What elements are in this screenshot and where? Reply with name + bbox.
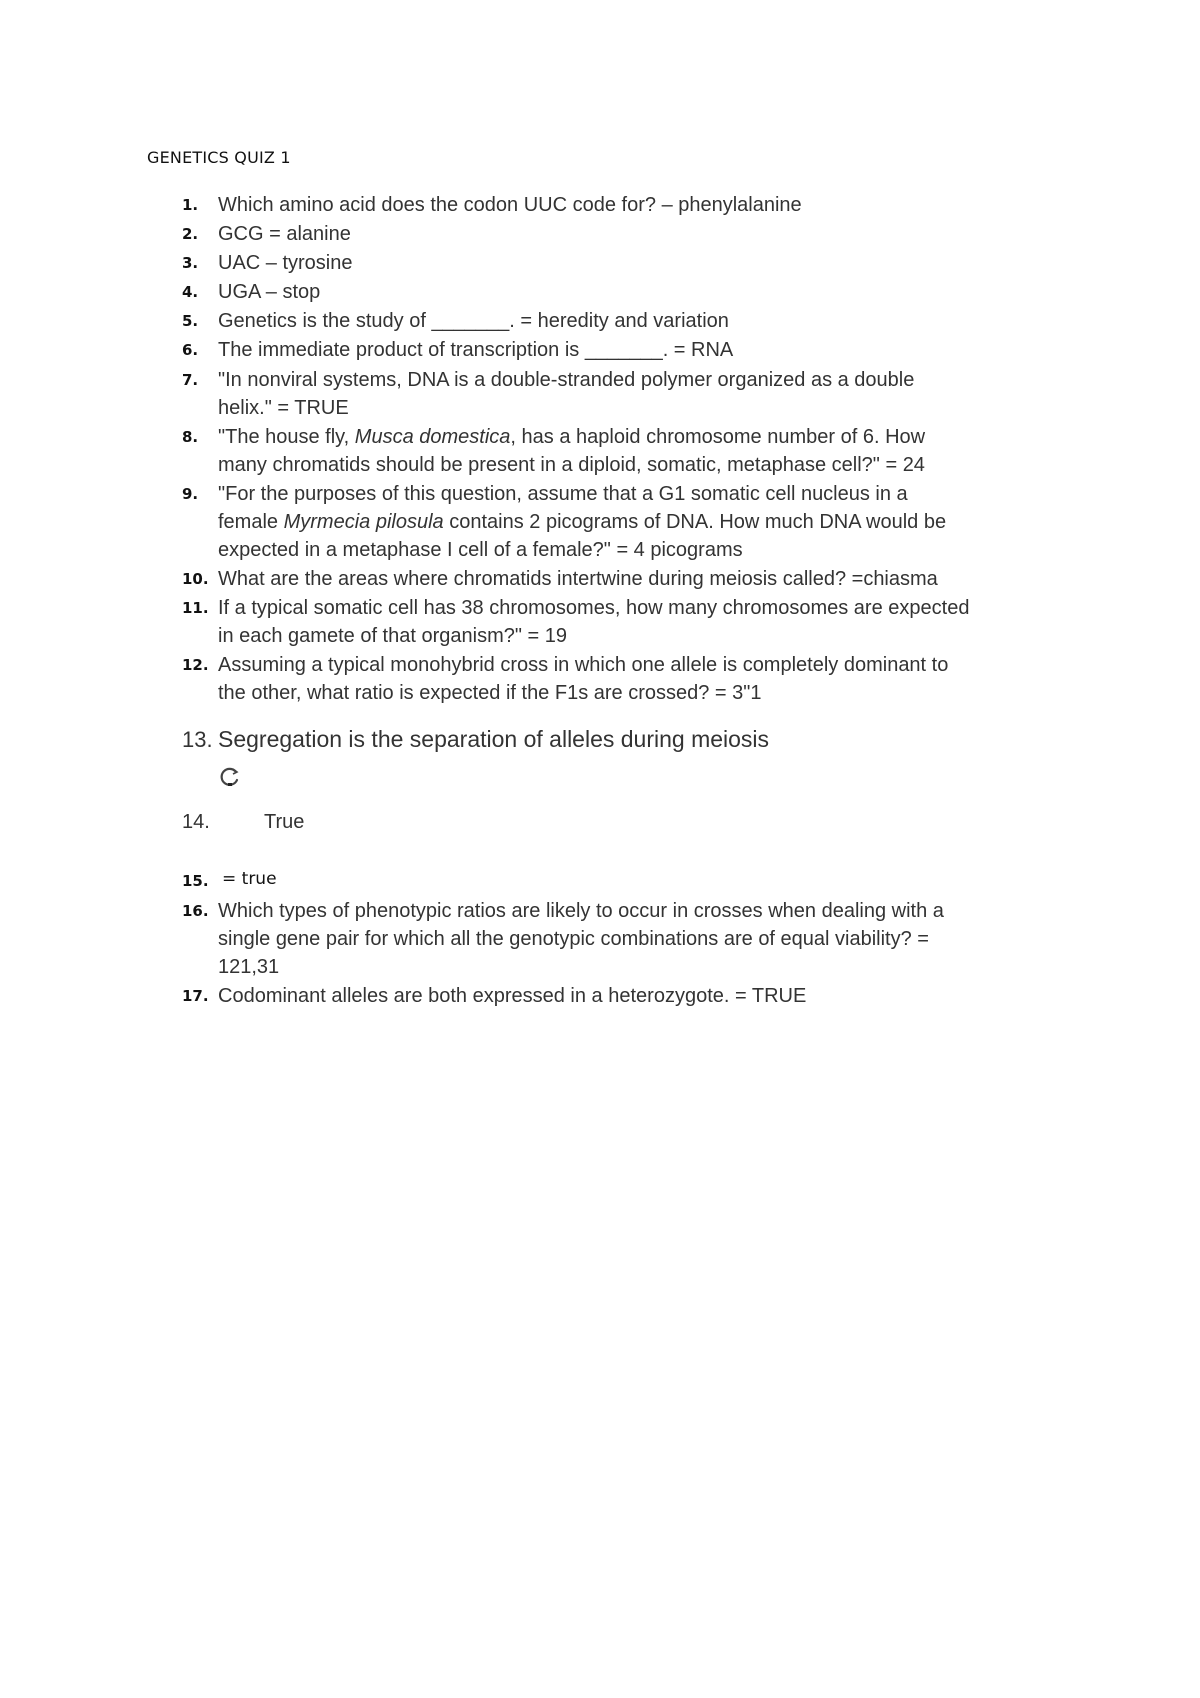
quiz-item-10: What are the areas where chromatids intertwine during meiosis called? =chiasma <box>218 568 938 590</box>
item-number: 1. <box>182 196 199 214</box>
quiz-item-9-line-2 <box>218 508 1068 536</box>
quiz-item-13: Segregation is the separation of alleles during meiosis <box>218 726 770 752</box>
loading-spinner-icon <box>219 766 241 788</box>
item-number: 4. <box>182 283 199 301</box>
item-number: 6. <box>182 341 199 359</box>
quiz-item-8-line-2: many chromatids should be present in a diploid, somatic, metaphase cell?" = 24 <box>218 454 925 476</box>
text-segment: , has a haploid chromosome number of 6. How <box>510 426 926 448</box>
quiz-item-11-line-1: If a typical somatic cell has 38 chromosomes, how many chromosomes are expected <box>218 597 970 619</box>
quiz-item-5: Genetics is the study of _______. = heredity and variation <box>218 310 729 332</box>
quiz-item-9-line-1: "For the purposes of this question, assume that a G1 somatic cell nucleus in a <box>218 483 908 505</box>
item-number: 3. <box>182 254 199 272</box>
quiz-item-16-line-3: 121,31 <box>218 956 280 978</box>
page-title: GENETICS QUIZ 1 <box>147 148 291 167</box>
item-number: 9. <box>182 485 199 503</box>
quiz-item-8-line-1 <box>218 423 1068 451</box>
quiz-item-12-line-2: the other, what ratio is expected if the F1s are crossed? = 3"1 <box>218 682 762 704</box>
quiz-item-7-line-1: "In nonviral systems, DNA is a double-stranded polymer organized as a double <box>218 369 915 391</box>
quiz-item-15: = true <box>222 869 277 889</box>
item-number: 8. <box>182 428 199 446</box>
item-number: 13. <box>182 727 213 752</box>
quiz-item-2: GCG = alanine <box>218 223 351 245</box>
quiz-item-12-line-1: Assuming a typical monohybrid cross in which one allele is completely dominant to <box>218 654 949 676</box>
text-segment: female <box>218 511 284 533</box>
quiz-item-16-line-2: single gene pair for which all the genotypic combinations are of equal viability? = <box>218 928 929 950</box>
quiz-item-4: UGA – stop <box>218 281 321 303</box>
text-segment: contains 2 picograms of DNA. How much DNA would be <box>443 511 947 533</box>
item-number: 7. <box>182 371 199 389</box>
item-number: 5. <box>182 312 199 330</box>
quiz-item-9-line-3: expected in a metaphase I cell of a female?" = 4 picograms <box>218 539 743 561</box>
species-name: Myrmecia pilosula <box>283 511 444 533</box>
quiz-item-7-line-2: helix." = TRUE <box>218 397 349 419</box>
item-number: 15. <box>182 872 209 890</box>
item-number: 12. <box>182 656 209 674</box>
item-number: 11. <box>182 599 209 617</box>
quiz-item-1: Which amino acid does the codon UUC code for? – phenylalanine <box>218 194 802 216</box>
item-number: 16. <box>182 902 209 920</box>
quiz-item-17: Codominant alleles are both expressed in a heterozygote. = TRUE <box>218 985 807 1007</box>
item-number: 2. <box>182 225 199 243</box>
item-number: 17. <box>182 987 209 1005</box>
quiz-item-14: True <box>264 811 305 833</box>
quiz-item-3: UAC – tyrosine <box>218 252 353 274</box>
quiz-item-16-line-1: Which types of phenotypic ratios are likely to occur in crosses when dealing with a <box>218 900 944 922</box>
item-number: 10. <box>182 570 209 588</box>
quiz-item-11-line-2: in each gamete of that organism?" = 19 <box>218 625 567 647</box>
quiz-item-6: The immediate product of transcription is _______. = RNA <box>218 339 734 361</box>
item-number: 14. <box>182 811 210 833</box>
text-segment: "The house fly, <box>218 426 355 448</box>
species-name: Musca domestica <box>354 426 511 448</box>
